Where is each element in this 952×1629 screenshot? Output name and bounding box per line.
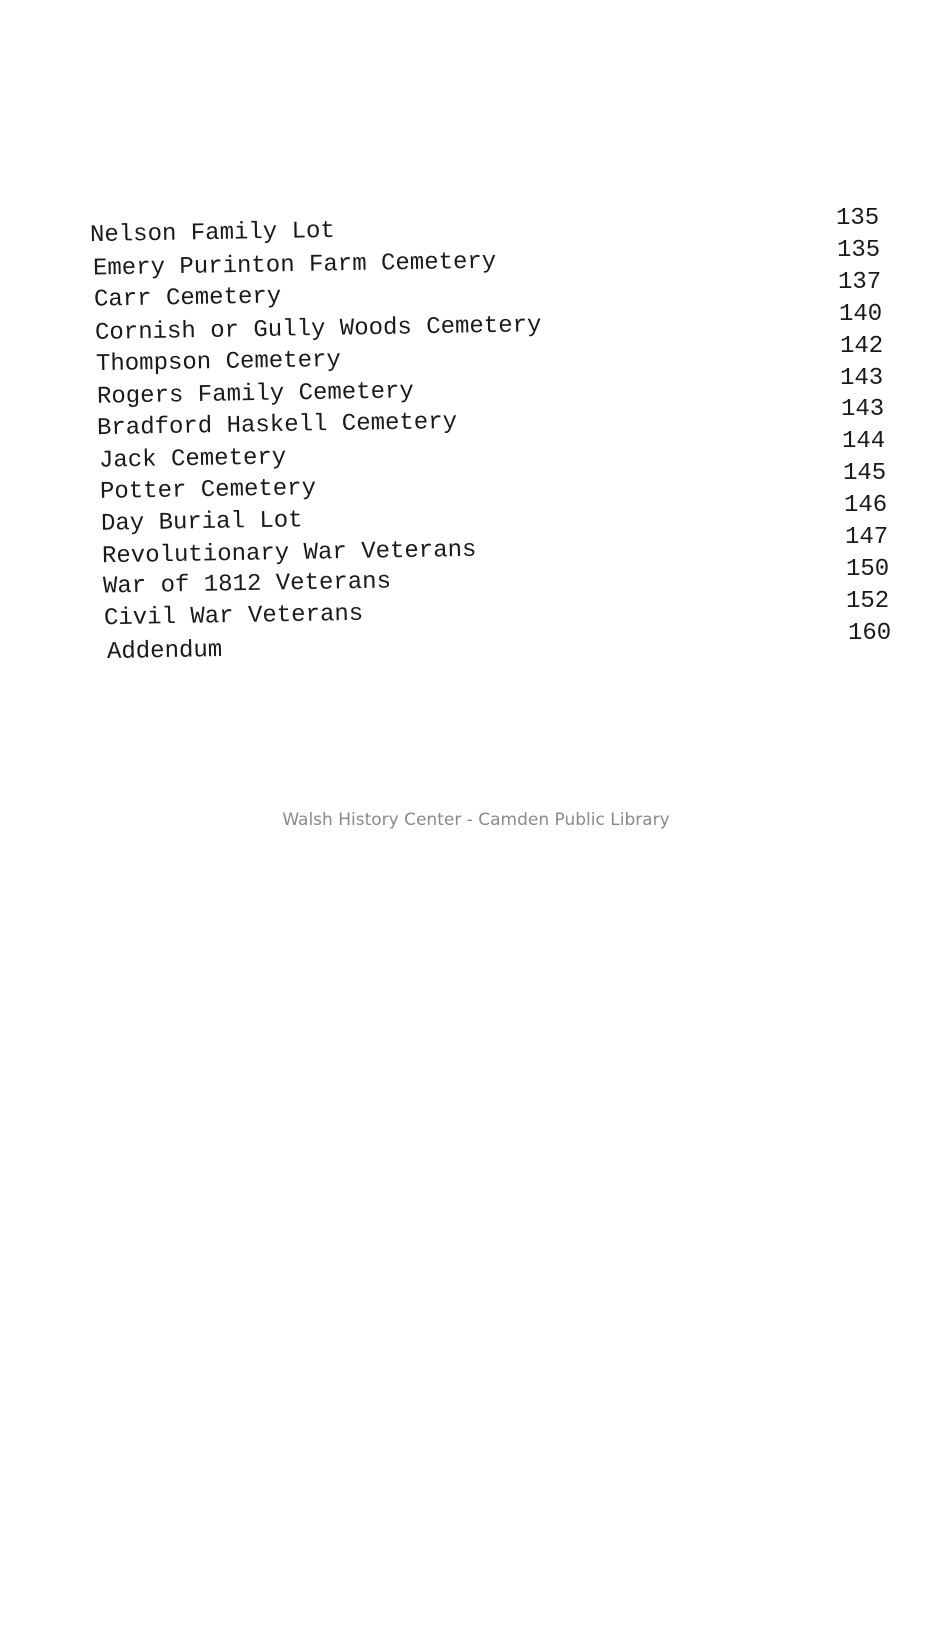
toc-entry-title: Nelson Family Lot [89,217,336,250]
toc-entry-title: Jack Cemetery [98,444,287,475]
toc-entry-page-number: 143 [841,396,885,423]
toc-entry-title: Addendum [106,636,223,667]
toc-entry-page-number: 147 [845,524,889,551]
toc-entry-title: War of 1812 Veterans [102,568,392,601]
toc-entry-title: Thompson Cemetery [95,346,342,379]
toc-entry-page-number: 150 [846,556,890,583]
toc-entry-page-number: 144 [842,428,886,455]
toc-entry-page-number: 160 [848,620,892,647]
library-watermark: Walsh History Center - Camden Public Library [282,810,670,830]
toc-entry-title: Rogers Family Cemetery [96,378,415,411]
toc-entry-title: Day Burial Lot [100,507,303,538]
toc-entry-page-number: 142 [840,333,884,360]
toc-entry-page-number: 143 [840,365,884,392]
toc-entry-page-number: 135 [836,205,880,232]
toc-entry-title: Carr Cemetery [93,283,282,314]
toc-entry-title: Civil War Veterans [103,600,364,633]
toc-entry-page-number: 146 [844,492,888,519]
toc-entry-title: Emery Purinton Farm Cemetery [92,248,497,283]
toc-entry-page-number: 135 [837,237,881,264]
toc-entry-page-number: 152 [846,588,890,615]
toc-entry-title: Potter Cemetery [99,475,317,506]
toc-entry-title: Bradford Haskell Cemetery [96,408,458,443]
toc-entry-page-number: 137 [838,269,882,296]
toc-entry-title: Revolutionary War Veterans [101,536,477,571]
toc-entry-page-number: 140 [839,301,883,328]
toc-entry-title: Cornish or Gully Woods Cemetery [94,312,542,347]
toc-entry-page-number: 145 [843,460,887,487]
